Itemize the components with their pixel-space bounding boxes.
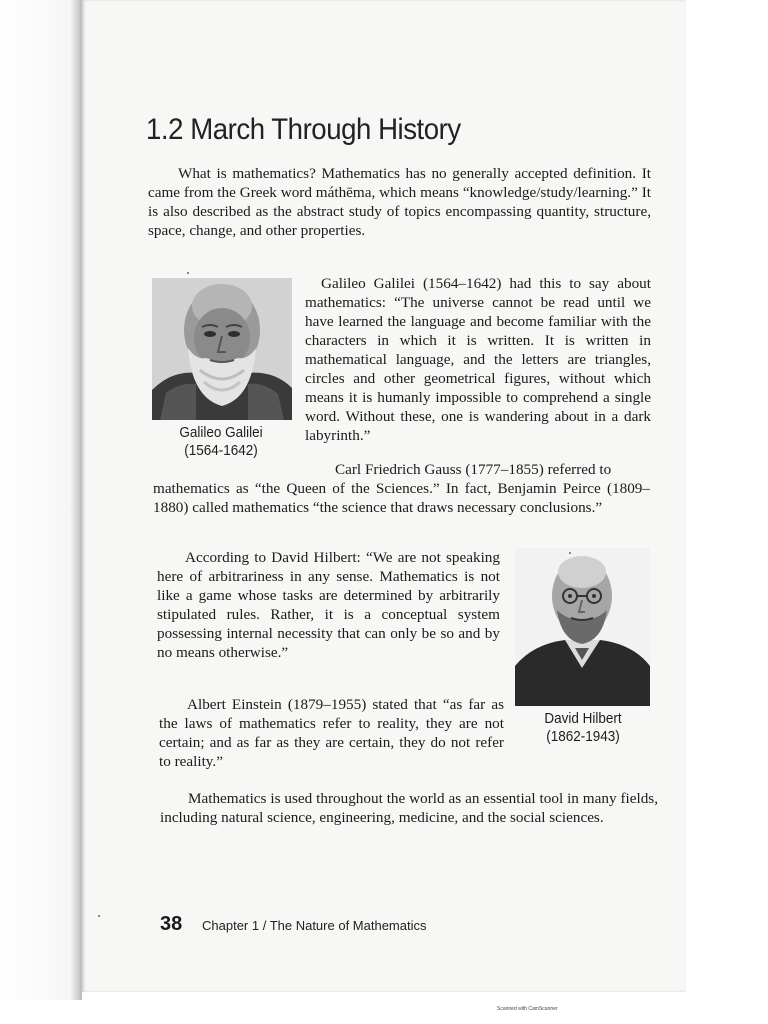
scanner-watermark: Scanned with CamScanner: [497, 1006, 558, 1012]
gauss-paragraph: [153, 460, 650, 517]
einstein-paragraph: Albert Einstein (1879–1955) stated that “as far as the laws of mathematics refer to reality, they are not certain; and as far as they are certain, they do not refer to reality.”: [159, 696, 504, 770]
galileo-caption-years: (1564-1642): [184, 442, 258, 459]
uses-paragraph: Mathematics is used throughout the world as an essential tool in many fields, including natural science, engineering, medicine, and the social sciences.: [160, 790, 658, 826]
hilbert-caption: [523, 710, 644, 746]
scan-speck: [569, 552, 571, 554]
galileo-caption: [164, 424, 277, 460]
gauss-lead-text: Carl Friedrich Gauss (1777–1855) referred to: [335, 461, 612, 478]
scan-speck: [187, 272, 189, 274]
page-number: 38: [160, 913, 183, 935]
chapter-footer: Chapter 1 / The Nature of Mathematics: [202, 918, 427, 933]
galileo-portrait: [152, 278, 292, 420]
hilbert-caption-years: (1862-1943): [546, 728, 620, 745]
hilbert-caption-name: David Hilbert: [544, 710, 622, 727]
section-title: 1.2 March Through History: [146, 113, 461, 146]
hilbert-portrait: [515, 548, 650, 706]
intro-paragraph: What is mathematics? Mathematics has no generally accepted definition. It came from the Greek word máthēma, which means “knowledge/study/learning.” It is also described as the abstract study of topics encompassing quantity, structure, space, change, and other properties.: [148, 165, 651, 239]
hilbert-paragraph: According to David Hilbert: “We are not speaking here of arbitrariness in any sense. Mathematics is not like a game whose tasks are determined by arbitrarily stipulated rules. Rather, it is a conceptual system possessing internal necessity that can only be so and by no means otherwise.”: [157, 549, 500, 661]
galileo-paragraph: Galileo Galilei (1564–1642) had this to say about mathematics: “The universe cannot be read until we have learned the language and become familiar with the characters in which it is written. It is written in mathematical language, and the letters are triangles, circles and other geometrical figures, without which means it is humanly impossible to comprehend a single word. Without these, one is wandering about in a dark labyrinth.”: [305, 275, 651, 444]
scan-speck: [98, 915, 100, 917]
scan-edge-shadow: [0, 0, 82, 1000]
galileo-caption-name: Galileo Galilei: [179, 424, 263, 441]
gauss-rest-text: mathematics as “the Queen of the Sciences.” In fact, Benjamin Peirce (1809–1880) called mathematics “the science that draws necessary conclusions.”: [153, 480, 650, 516]
